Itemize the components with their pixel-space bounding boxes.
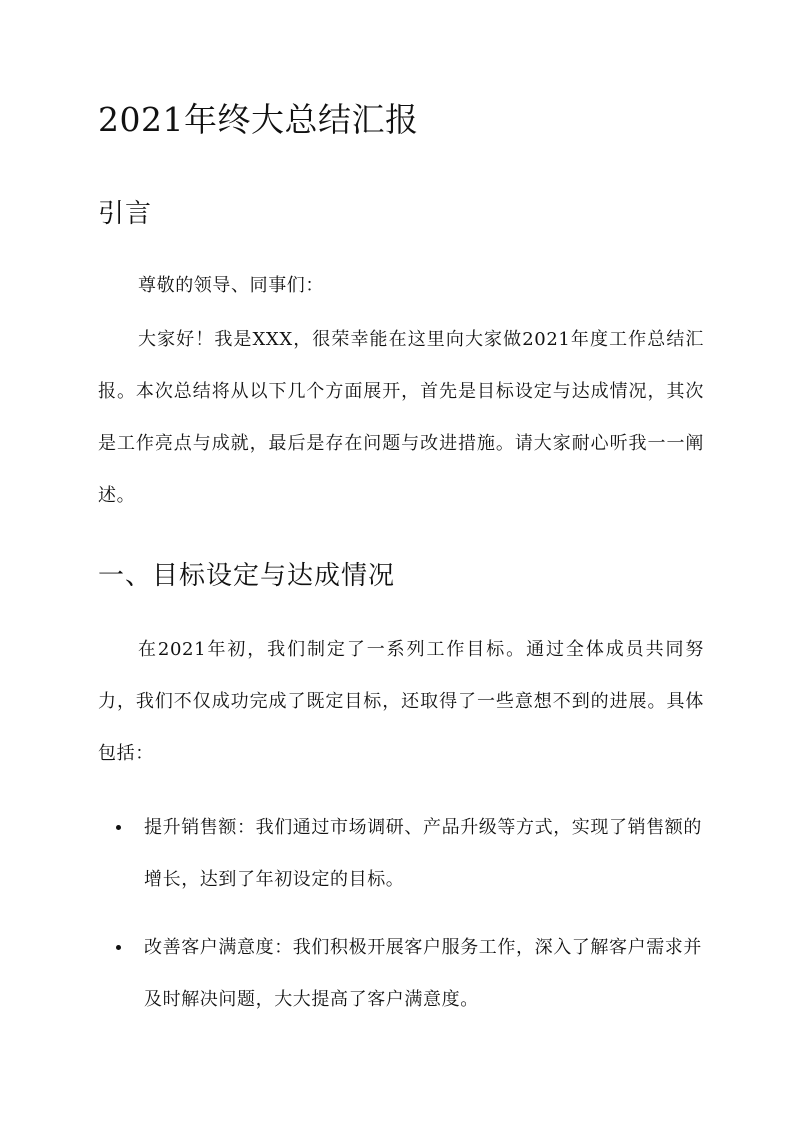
bullet-dot-icon [116,825,121,830]
list-item [98,802,704,906]
intro-paragraph: 大家好！我是XXX，很荣幸能在这里向大家做2021年度工作总结汇报。本次总结将从以下几个方面展开，首先是目标设定与达成情况，其次是工作亮点与成就，最后是存在问题与改进措施。请大家耐心听我一一阐述。 [98,329,704,506]
section1-heading: 一、目标设定与达成情况 [98,561,396,591]
list-item-text: 提升销售额：我们通过市场调研、产品升级等方式，实现了销售额的增长，达到了年初设定的目标。 [144,817,702,890]
intro-heading: 引言 [98,199,153,229]
list-item-text: 改善客户满意度：我们积极开展客户服务工作，深入了解客户需求并及时解决问题，大大提高了客户满意度。 [144,937,702,1010]
section1-paragraph: 在2021年初，我们制定了一系列工作目标。通过全体成员共同努力，我们不仅成功完成了既定目标，还取得了一些意想不到的进展。具体包括： [98,639,704,764]
document-title: 2021年终大总结汇报 [98,100,419,139]
bullet-dot-icon [116,945,121,950]
greeting-paragraph: 尊敬的领导、同事们： [138,275,324,296]
goal-bullet-list [98,802,704,1026]
list-item [98,922,704,1026]
